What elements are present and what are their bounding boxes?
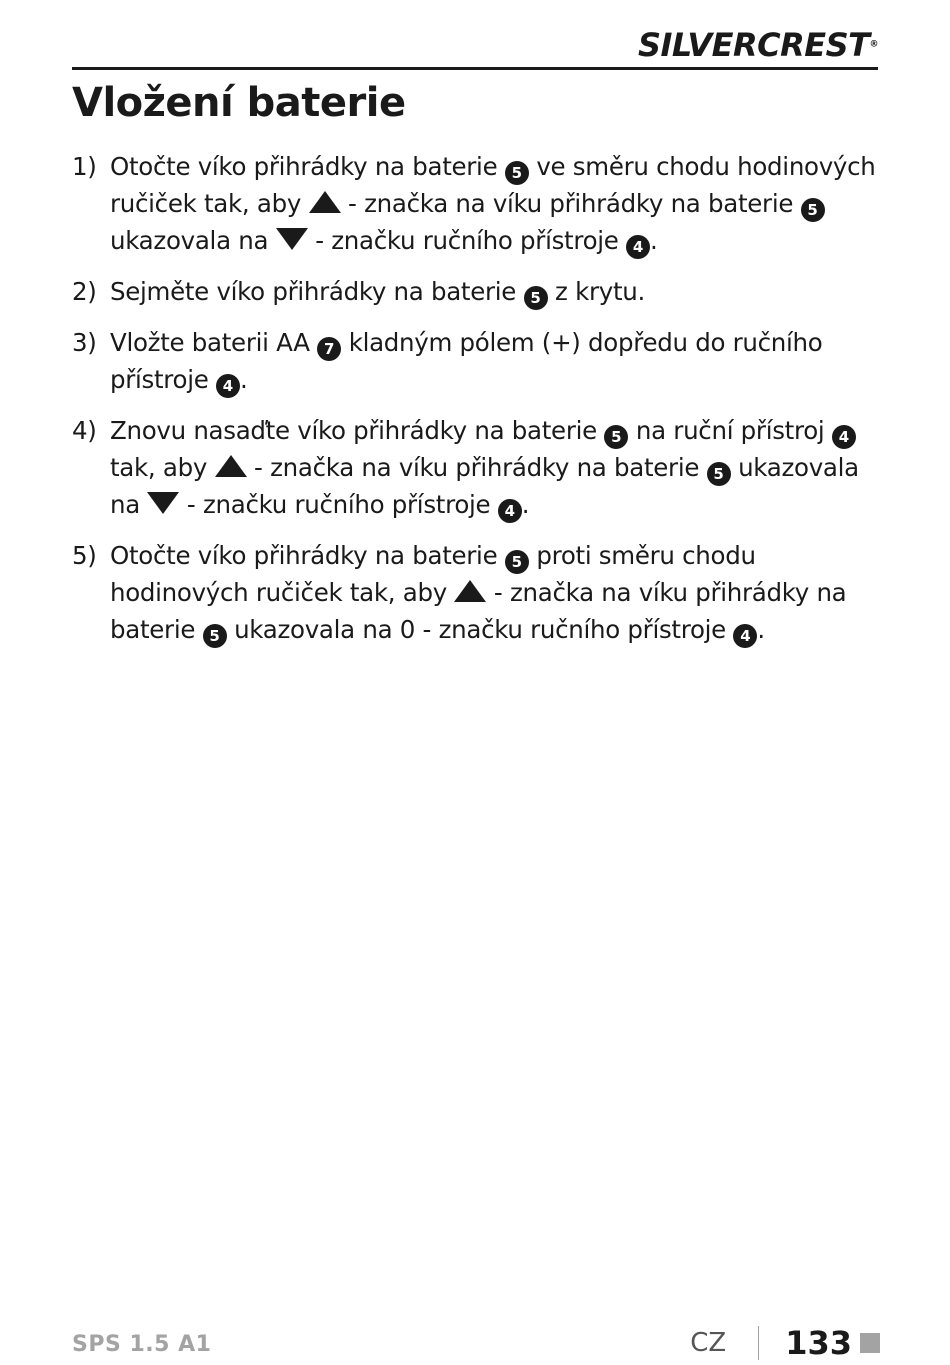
step-text-fragment: ukazovala na	[110, 453, 859, 519]
step-item	[72, 273, 884, 310]
step-text-fragment: ukazovala na 0 - značku ručního přístroje	[226, 615, 734, 644]
part-number-badge: 4	[498, 499, 522, 523]
part-number-badge: 5	[203, 624, 227, 648]
step-text-fragment: - značka na víku přihrádky na baterie	[246, 453, 707, 482]
step-item	[72, 537, 884, 648]
step-text	[110, 412, 884, 523]
page-number: 133	[785, 1324, 852, 1362]
brand-logo-crest: CREST	[757, 26, 870, 64]
triangle-up-icon	[309, 191, 341, 213]
part-number-badge: 5	[524, 286, 548, 310]
step-text	[110, 148, 884, 259]
triangle-up-icon	[215, 455, 247, 477]
triangle-down-icon	[147, 492, 179, 514]
step-item	[72, 324, 884, 398]
step-text-fragment: - značka na víku přihrádky na baterie	[340, 189, 801, 218]
step-text-fragment: Otočte víko přihrádky na baterie	[110, 152, 505, 181]
step-text-fragment: ve směru chodu hodinových ručiček tak, aby	[110, 152, 876, 218]
step-item	[72, 148, 884, 259]
instruction-steps	[72, 148, 884, 662]
part-number-badge: 4	[626, 235, 650, 259]
part-number-badge: 7	[317, 337, 341, 361]
step-text-fragment: Otočte víko přihrádky na baterie	[110, 541, 505, 570]
part-number-badge: 4	[733, 624, 757, 648]
part-number-badge: 4	[832, 425, 856, 449]
footer-model: SPS 1.5 A1	[72, 1332, 212, 1357]
part-number-badge: 5	[707, 462, 731, 486]
header-rule	[72, 67, 878, 70]
part-number-badge: 5	[505, 161, 529, 185]
step-number: 4)	[72, 416, 97, 445]
page-square-icon	[860, 1333, 880, 1353]
page-title: Vložení baterie	[72, 80, 406, 126]
step-text-fragment: - značka na víku přihrádky na baterie	[110, 578, 847, 644]
step-text	[110, 537, 884, 648]
step-text-fragment: .	[521, 490, 530, 519]
step-text-fragment: kladným pólem (+) dopředu do ručního přístroje	[110, 328, 823, 394]
step-text-fragment: z krytu.	[547, 277, 645, 306]
part-number-badge: 5	[505, 550, 529, 574]
step-text	[110, 273, 884, 310]
registered-mark: ®	[869, 39, 878, 50]
brand-logo	[638, 26, 878, 64]
step-text-fragment: .	[240, 365, 248, 394]
step-number: 3)	[72, 328, 97, 357]
step-number: 5)	[72, 541, 97, 570]
step-text-fragment: ukazovala na	[110, 226, 276, 255]
triangle-down-icon	[276, 228, 308, 250]
step-item	[72, 412, 884, 523]
step-text-fragment: proti směru chodu hodinových ručiček tak, aby	[110, 541, 756, 607]
step-text-fragment: Znovu nasaďte víko přihrádky na baterie	[110, 416, 605, 445]
step-text-fragment: .	[757, 615, 765, 644]
step-number: 1)	[72, 152, 97, 181]
step-text-fragment: tak, aby	[110, 453, 215, 482]
step-text-fragment: .	[650, 226, 658, 255]
part-number-badge: 5	[801, 198, 825, 222]
footer-language: CZ	[690, 1328, 727, 1358]
step-text-fragment: - značku ručního přístroje	[179, 490, 498, 519]
step-text	[110, 324, 884, 398]
brand-logo-silver: SILVER	[637, 26, 758, 64]
part-number-badge: 5	[604, 425, 628, 449]
footer-pagination	[690, 1324, 880, 1362]
footer-divider	[758, 1326, 759, 1360]
triangle-up-icon	[454, 580, 486, 602]
step-text-fragment: - značku ručního přístroje	[307, 226, 627, 255]
part-number-badge: 4	[216, 374, 240, 398]
step-text-fragment: Vložte baterii AA	[110, 328, 318, 357]
step-number: 2)	[72, 277, 97, 306]
step-text-fragment: Sejměte víko přihrádky na baterie	[110, 277, 524, 306]
step-text-fragment: na ruční přístroj	[628, 416, 832, 445]
